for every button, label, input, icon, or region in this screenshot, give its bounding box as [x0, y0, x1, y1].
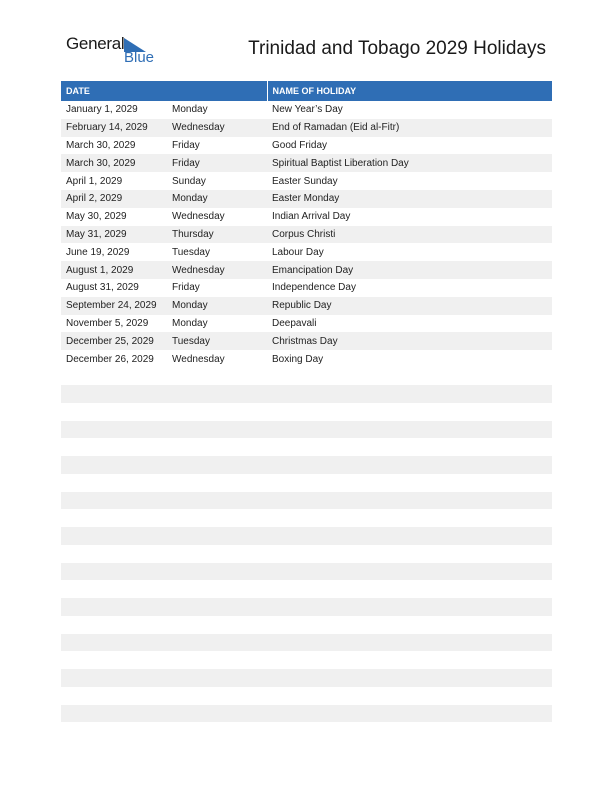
cell-date: June 19, 2029	[66, 246, 130, 258]
cell-weekday: Monday	[167, 190, 267, 208]
cell-holiday-name: Deepavali	[272, 317, 317, 329]
table-row	[61, 190, 552, 208]
cell-date: December 26, 2029	[66, 353, 154, 365]
empty-table-row	[61, 492, 552, 510]
table-row	[61, 350, 552, 368]
table-row	[61, 172, 552, 190]
cell-date: November 5, 2029	[66, 317, 149, 329]
cell-holiday-name: Independence Day	[272, 282, 356, 294]
cell-date: April 2, 2029	[61, 190, 167, 208]
cell-weekday: Friday	[172, 282, 200, 294]
empty-table-row	[61, 421, 552, 439]
cell-holiday-name: Spiritual Baptist Liberation Day	[267, 154, 552, 172]
table-row	[61, 279, 552, 297]
table-row	[61, 332, 552, 350]
cell-date: December 25, 2029	[61, 332, 167, 350]
cell-holiday-name: End of Ramadan (Eid al-Fitr)	[267, 119, 552, 137]
cell-weekday: Friday	[167, 154, 267, 172]
empty-table-row	[61, 563, 552, 581]
table-row	[61, 101, 552, 119]
table-row	[61, 208, 552, 226]
cell-date: January 1, 2029	[66, 104, 138, 116]
header-day	[167, 81, 267, 101]
cell-weekday: Sunday	[172, 175, 206, 187]
cell-date: March 30, 2029	[61, 154, 167, 172]
table-header-row	[61, 81, 552, 101]
table-row	[61, 261, 552, 279]
table-body	[61, 101, 552, 368]
cell-date: May 30, 2029	[66, 211, 127, 223]
cell-weekday: Wednesday	[172, 353, 225, 365]
cell-date: September 24, 2029	[61, 297, 167, 315]
empty-table-row	[61, 598, 552, 616]
cell-holiday-name: Labour Day	[272, 246, 324, 258]
empty-table-row	[61, 385, 552, 403]
cell-holiday-name: Boxing Day	[272, 353, 324, 365]
empty-table-row	[61, 527, 552, 545]
empty-table-row	[61, 456, 552, 474]
cell-weekday: Wednesday	[167, 119, 267, 137]
cell-holiday-name: Good Friday	[272, 139, 328, 151]
cell-holiday-name: Easter Sunday	[272, 175, 338, 187]
cell-date: August 31, 2029	[66, 282, 139, 294]
table-row	[61, 315, 552, 333]
empty-table-row	[61, 669, 552, 687]
table-row	[61, 297, 552, 315]
logo	[66, 34, 156, 70]
empty-table-row	[61, 634, 552, 652]
header-holiday-name: NAME OF HOLIDAY	[267, 81, 552, 101]
cell-date: February 14, 2029	[61, 119, 167, 137]
cell-holiday-name: Easter Monday	[267, 190, 552, 208]
logo-text-general: General	[66, 34, 125, 53]
cell-holiday-name: New Year’s Day	[272, 104, 343, 116]
table-row	[61, 154, 552, 172]
logo-text-blue: Blue	[124, 49, 155, 66]
cell-weekday: Monday	[167, 297, 267, 315]
cell-date: May 31, 2029	[61, 226, 167, 244]
cell-date: August 1, 2029	[61, 261, 167, 279]
cell-weekday: Monday	[172, 104, 208, 116]
cell-weekday: Wednesday	[167, 261, 267, 279]
cell-holiday-name: Indian Arrival Day	[272, 211, 351, 223]
cell-holiday-name: Christmas Day	[267, 332, 552, 350]
empty-table-row	[61, 705, 552, 723]
cell-holiday-name: Republic Day	[267, 297, 552, 315]
page-title: Trinidad and Tobago 2029 Holidays	[248, 38, 546, 59]
cell-weekday: Friday	[172, 139, 200, 151]
header-date: DATE	[61, 81, 167, 101]
cell-weekday: Thursday	[167, 226, 267, 244]
cell-weekday: Monday	[172, 317, 208, 329]
cell-weekday: Tuesday	[172, 246, 210, 258]
cell-weekday: Wednesday	[172, 211, 225, 223]
cell-holiday-name: Emancipation Day	[267, 261, 552, 279]
cell-date: March 30, 2029	[66, 139, 136, 151]
cell-date: April 1, 2029	[66, 175, 123, 187]
table-row	[61, 119, 552, 137]
holiday-table	[61, 81, 552, 368]
table-row	[61, 243, 552, 261]
cell-weekday: Tuesday	[167, 332, 267, 350]
cell-holiday-name: Corpus Christi	[267, 226, 552, 244]
table-row	[61, 137, 552, 155]
table-row	[61, 226, 552, 244]
